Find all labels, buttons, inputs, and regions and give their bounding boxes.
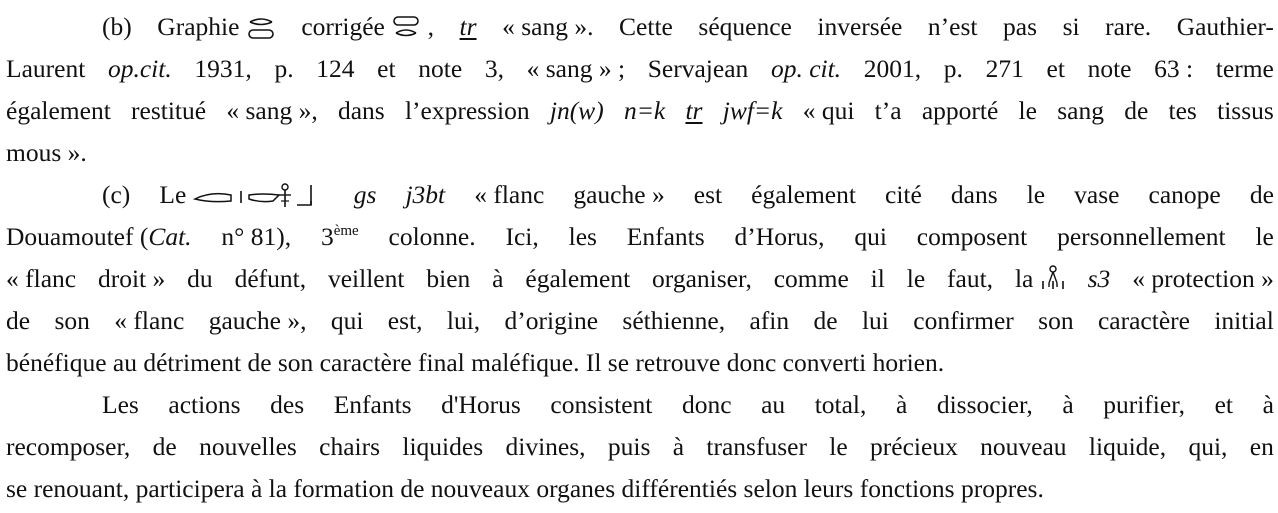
word: n’est <box>927 12 978 41</box>
word: Servajean <box>647 54 749 83</box>
citation-reference: op.cit. <box>107 54 172 83</box>
word: terme <box>1215 54 1274 83</box>
word: pas <box>1003 12 1038 41</box>
word: n° 81), <box>221 222 292 251</box>
word: précieux <box>870 432 958 461</box>
word: p. <box>943 54 963 83</box>
word: du <box>187 264 213 293</box>
word: 63 : <box>1154 54 1194 83</box>
paragraph-label: (c) <box>102 180 131 209</box>
word: recomposer, <box>6 432 131 461</box>
paragraph-b-line-4 <box>6 132 1274 174</box>
word: son <box>1038 306 1074 335</box>
word: restitué <box>131 96 207 125</box>
word: « flanc <box>114 306 185 335</box>
word: si <box>1062 12 1080 41</box>
word: liquide, <box>1088 432 1167 461</box>
word: actions <box>168 390 241 419</box>
word: le <box>1026 180 1046 209</box>
word: Gauthier- <box>1176 12 1274 41</box>
word: gauche », <box>208 306 307 335</box>
paragraph-c-line-3 <box>6 258 1274 300</box>
word: « sang » ; <box>526 54 626 83</box>
word: le <box>906 264 926 293</box>
word: apporté <box>921 96 999 125</box>
word: l’expression <box>404 96 530 125</box>
word: en <box>1249 432 1274 461</box>
word: composent <box>916 222 1028 251</box>
paragraph-b-line-2 <box>6 48 1274 90</box>
word: tissus <box>1217 96 1274 125</box>
word: note <box>1087 54 1132 83</box>
word: transfuser <box>706 432 807 461</box>
word: le <box>1018 96 1037 125</box>
word: afin <box>749 306 790 335</box>
word: « protection » <box>1132 264 1274 293</box>
word: de <box>1249 180 1274 209</box>
paragraph-c-line-5 <box>6 342 1274 384</box>
word: mous ». <box>6 138 87 167</box>
word: et <box>1046 54 1065 83</box>
word: donc <box>681 390 732 419</box>
word: de <box>813 306 838 335</box>
word: comme <box>773 264 849 293</box>
transliteration: jn(w) <box>549 96 604 125</box>
word: de <box>6 306 31 335</box>
hieroglyph-tr-corrected-icon <box>391 15 421 41</box>
word: corrigée <box>301 12 385 41</box>
word: consistent <box>550 390 653 419</box>
citation-reference: op. cit. <box>770 54 842 83</box>
word: total, <box>814 390 867 419</box>
word: « qui <box>802 96 855 125</box>
word: rare. <box>1105 12 1152 41</box>
word: puis <box>607 432 651 461</box>
word: Enfants <box>333 390 412 419</box>
word: Laurent <box>6 54 86 83</box>
word: il <box>870 264 885 293</box>
paragraph-c-line-4 <box>6 300 1274 342</box>
paragraph-label: (b) <box>102 12 132 41</box>
word: note <box>418 54 463 83</box>
word: organiser, <box>652 264 752 293</box>
paragraph-d-line-3 <box>6 468 1274 510</box>
word: 2001, <box>863 54 922 83</box>
paragraph-d-line-1 <box>6 384 1274 426</box>
word: Cette <box>619 12 673 41</box>
word: inversée <box>817 12 903 41</box>
word: et <box>377 54 396 83</box>
word: est, <box>387 306 423 335</box>
word: également <box>525 264 631 293</box>
hieroglyph-tr-original-icon <box>246 15 276 41</box>
word: t’a <box>874 96 902 125</box>
word: d'Horus <box>441 390 521 419</box>
word: à <box>1062 390 1074 419</box>
word: à <box>1262 390 1274 419</box>
word: veillent <box>327 264 405 293</box>
word: Graphie <box>157 12 240 41</box>
word: divines, <box>505 432 586 461</box>
word: 271 <box>985 54 1024 83</box>
ordinal-number: 3 <box>320 222 334 251</box>
word: son <box>54 306 90 335</box>
word: 3, <box>484 54 504 83</box>
word: « sang ». <box>502 12 594 41</box>
word: dissocier, <box>936 390 1033 419</box>
paragraph-b-line-1 <box>6 6 1274 48</box>
word: sang <box>1057 96 1104 125</box>
word: Le <box>159 180 187 209</box>
word: lui <box>861 306 889 335</box>
transliteration: tr <box>459 12 477 41</box>
word: 124 <box>316 54 355 83</box>
word: vase <box>1074 180 1120 209</box>
word: « flanc <box>474 180 545 209</box>
word: 1931, <box>194 54 252 83</box>
word: droit » <box>97 264 166 293</box>
word: lui, <box>446 306 481 335</box>
transliteration: j3bt <box>405 180 446 209</box>
word: au <box>761 390 786 419</box>
word: tes <box>1168 96 1197 125</box>
transliteration: tr <box>685 96 703 125</box>
word: également <box>751 180 856 209</box>
word: caractère <box>1097 306 1190 335</box>
word: est <box>693 180 723 209</box>
word: bien <box>426 264 471 293</box>
word: initial <box>1214 306 1274 335</box>
transliteration: jwf=k <box>722 96 783 125</box>
word: Ici, <box>505 222 539 251</box>
paragraph-d-line-2 <box>6 426 1274 468</box>
word: les <box>568 222 597 251</box>
word: nouvelles <box>199 432 297 461</box>
word: dans <box>950 180 998 209</box>
word: « flanc <box>6 264 77 293</box>
text-line: se renouant, participera à la formation de nouveaux organes différentiés selon leurs fonctions propres. <box>6 474 1044 503</box>
word: liquides <box>402 432 484 461</box>
word: gauche » <box>573 180 665 209</box>
word: cité <box>885 180 922 209</box>
word: qui <box>854 222 887 251</box>
word: personnellement <box>1057 222 1226 251</box>
word: et <box>1214 390 1234 419</box>
word: qui, <box>1188 432 1228 461</box>
word: de <box>1124 96 1149 125</box>
transliteration: n=k <box>623 96 666 125</box>
paragraph-c-line-2 <box>6 216 1274 258</box>
word: qui <box>330 306 364 335</box>
word: , <box>427 12 434 41</box>
word: canope <box>1148 180 1221 209</box>
word: nouveau <box>980 432 1067 461</box>
word: d’Horus, <box>734 222 825 251</box>
word: à <box>672 432 685 461</box>
hieroglyph-s3-icon <box>1040 265 1066 293</box>
word: chairs <box>319 432 381 461</box>
word: séthienne, <box>622 306 726 335</box>
word: à <box>895 390 908 419</box>
transliteration: gs <box>353 180 377 209</box>
word: Douamoutef ( <box>6 222 149 251</box>
word: confirmer <box>913 306 1014 335</box>
word: faut, <box>947 264 994 293</box>
word: à <box>492 264 504 293</box>
catalogue-reference: Cat. <box>148 222 192 251</box>
word: le <box>829 432 848 461</box>
word: Enfants <box>626 222 705 251</box>
word: le <box>1255 222 1274 251</box>
paragraph-c-line-1 <box>6 174 1274 216</box>
word: p. <box>274 54 294 83</box>
word: également <box>6 96 111 125</box>
word: défunt, <box>234 264 307 293</box>
word: dans <box>337 96 385 125</box>
word: « sang », <box>226 96 318 125</box>
paragraph-b-line-3 <box>6 90 1274 132</box>
word: séquence <box>698 12 792 41</box>
word: Les <box>102 390 139 419</box>
transliteration: s3 <box>1087 264 1111 293</box>
word: d’origine <box>504 306 599 335</box>
word: de <box>152 432 177 461</box>
text-line: bénéfique au détriment de son caractère final maléfique. Il se retrouve donc converti horien. <box>6 348 945 377</box>
ordinal-suffix: ème <box>333 223 359 239</box>
hieroglyph-gs-j3bt-icon <box>193 181 325 209</box>
word: purifier, <box>1103 390 1186 419</box>
word: des <box>270 390 305 419</box>
word: la <box>1014 264 1034 293</box>
word: colonne. <box>388 222 476 251</box>
